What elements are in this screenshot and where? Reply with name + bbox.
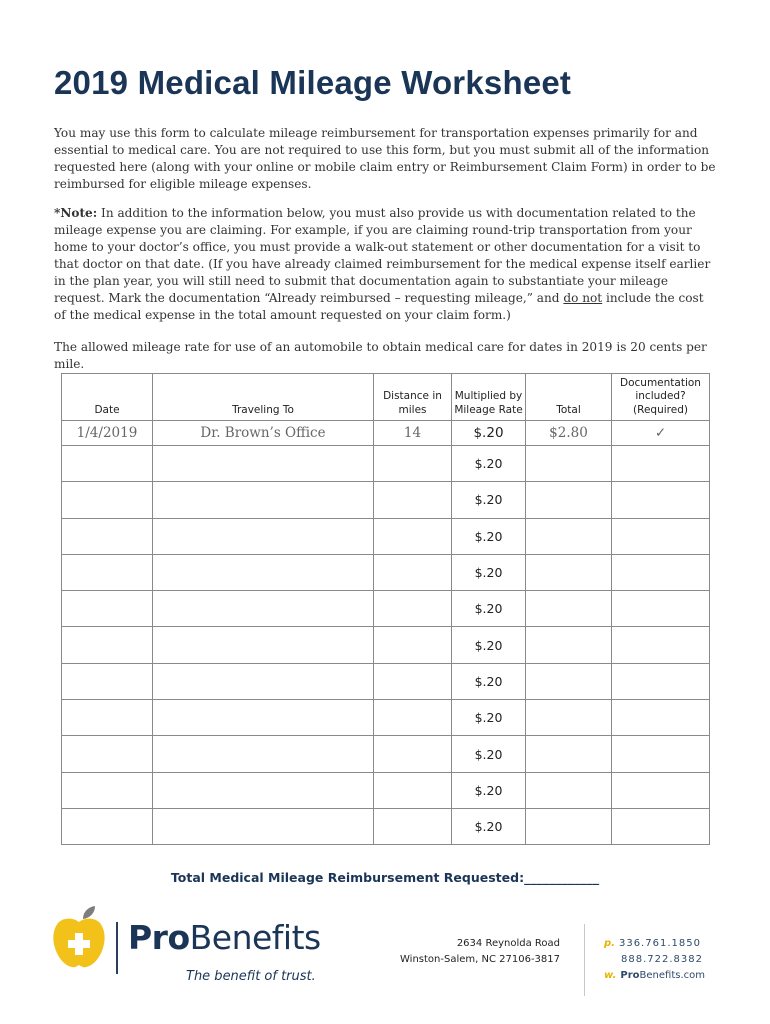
traveling-to-cell[interactable] (153, 554, 374, 590)
date-cell[interactable] (62, 663, 153, 699)
header-date: Date (62, 374, 153, 421)
documentation-cell[interactable] (612, 446, 710, 482)
traveling-to-cell[interactable] (153, 591, 374, 627)
date-cell[interactable] (62, 736, 153, 772)
brand-light: Benefits (189, 918, 321, 957)
table-header-row (62, 374, 710, 421)
date-cell[interactable] (62, 591, 153, 627)
distance-cell[interactable] (374, 772, 452, 808)
documentation-cell[interactable] (612, 591, 710, 627)
traveling-to-cell[interactable] (153, 482, 374, 518)
rate-cell[interactable]: $.20 (452, 772, 526, 808)
distance-cell[interactable] (374, 627, 452, 663)
date-cell[interactable] (62, 772, 153, 808)
phone-line-1 (604, 936, 705, 952)
header-documentation: Documentation included? (Required) (612, 374, 710, 421)
documentation-cell[interactable]: ✓ (612, 421, 710, 446)
phone-2: 888.722.8382 (621, 954, 703, 965)
note-paragraph (54, 205, 719, 324)
distance-cell[interactable] (374, 591, 452, 627)
total-cell[interactable] (526, 482, 612, 518)
date-cell[interactable]: 1/4/2019 (62, 421, 153, 446)
documentation-cell[interactable] (612, 518, 710, 554)
date-cell[interactable] (62, 627, 153, 663)
web-rest: Benefits.com (639, 970, 706, 981)
address-line-1: 2634 Reynolda Road (456, 938, 560, 949)
distance-cell[interactable] (374, 700, 452, 736)
web-line (604, 968, 705, 984)
note-text-a: In addition to the information below, you must also provide us with documentation related to the mileage expense you are claiming. For example, if you are claiming round-trip transportation from your home to your doctor’s office, you must provide a walk-out statement or other documentation for a visit to that doctor on that date. (If you have already claimed reimbursement for the medical expense itself earlier in the plan year, you will still need to submit that documentation again to substantiate your mileage request. Mark the documentation “Already reimbursed – requesting mileage,” and (54, 206, 711, 305)
table-row (62, 663, 710, 699)
web-label: w. (604, 970, 617, 981)
apple-plus-icon (52, 906, 106, 974)
traveling-to-cell[interactable] (153, 808, 374, 844)
total-cell[interactable] (526, 772, 612, 808)
distance-cell[interactable] (374, 482, 452, 518)
traveling-to-cell[interactable] (153, 627, 374, 663)
documentation-cell[interactable] (612, 554, 710, 590)
distance-cell[interactable] (374, 808, 452, 844)
table-row (62, 482, 710, 518)
mileage-table (61, 373, 710, 845)
note-text-b: include the cost of the medical expense in the total amount requested on your claim form.) (54, 291, 704, 322)
date-cell[interactable] (62, 482, 153, 518)
traveling-to-cell[interactable] (153, 772, 374, 808)
total-cell[interactable]: $2.80 (526, 421, 612, 446)
brand-logo-text (128, 918, 321, 958)
total-requested: Total Medical Mileage Reimbursement Requested:____________ (170, 870, 600, 885)
traveling-to-cell[interactable] (153, 700, 374, 736)
address-line-2: Winston-Salem, NC 27106-3817 (400, 954, 560, 965)
total-cell[interactable] (526, 736, 612, 772)
page-title: 2019 Medical Mileage Worksheet (54, 64, 572, 101)
traveling-to-cell[interactable] (153, 736, 374, 772)
rate-cell[interactable]: $.20 (452, 554, 526, 590)
traveling-to-cell[interactable]: Dr. Brown’s Office (153, 421, 374, 446)
rate-cell[interactable]: $.20 (452, 627, 526, 663)
table-row (62, 446, 710, 482)
table-body (62, 421, 710, 845)
note-underlined: do not (563, 291, 603, 305)
rate-cell[interactable]: $.20 (452, 700, 526, 736)
rate-cell[interactable]: $.20 (452, 421, 526, 446)
distance-cell[interactable] (374, 446, 452, 482)
rate-cell[interactable]: $.20 (452, 736, 526, 772)
table-row (62, 421, 710, 446)
header-rate: Multiplied by Mileage Rate (452, 374, 526, 421)
total-cell[interactable] (526, 446, 612, 482)
documentation-cell[interactable] (612, 627, 710, 663)
distance-cell[interactable]: 14 (374, 421, 452, 446)
phone-1: 336.761.1850 (618, 938, 701, 949)
traveling-to-cell[interactable] (153, 518, 374, 554)
documentation-cell[interactable] (612, 663, 710, 699)
table-row (62, 554, 710, 590)
date-cell[interactable] (62, 808, 153, 844)
total-cell[interactable] (526, 627, 612, 663)
table-row (62, 591, 710, 627)
rate-cell[interactable]: $.20 (452, 446, 526, 482)
rate-cell[interactable]: $.20 (452, 518, 526, 554)
phone-label: p. (604, 938, 615, 949)
total-cell[interactable] (526, 700, 612, 736)
table-row (62, 700, 710, 736)
distance-cell[interactable] (374, 663, 452, 699)
logo-divider (116, 922, 118, 974)
date-cell[interactable] (62, 446, 153, 482)
total-cell[interactable] (526, 663, 612, 699)
rate-cell[interactable]: $.20 (452, 808, 526, 844)
distance-cell[interactable] (374, 518, 452, 554)
documentation-cell[interactable] (612, 772, 710, 808)
traveling-to-cell[interactable] (153, 663, 374, 699)
tagline: The benefit of trust. (186, 969, 316, 984)
intro-paragraph: You may use this form to calculate mileage reimbursement for transportation expenses primarily for and essential to medical care. You are not required to use this form, but you must submit all of the information requested here (along with your online or mobile claim entry or Reimbursement Claim Form) in order to be reimbursed for eligible mileage expenses. (54, 126, 716, 191)
rate-cell[interactable]: $.20 (452, 663, 526, 699)
total-cell[interactable] (526, 518, 612, 554)
documentation-cell[interactable] (612, 736, 710, 772)
documentation-cell[interactable] (612, 808, 710, 844)
date-cell[interactable] (62, 554, 153, 590)
date-cell[interactable] (62, 518, 153, 554)
note-label: *Note: (54, 206, 98, 220)
header-traveling-to: Traveling To (153, 374, 374, 421)
distance-cell[interactable] (374, 736, 452, 772)
total-cell[interactable] (526, 591, 612, 627)
web-bold: Pro (620, 970, 640, 981)
contact-divider (584, 924, 585, 996)
table-row (62, 736, 710, 772)
contact-block (604, 936, 705, 984)
total-cell[interactable] (526, 554, 612, 590)
header-total: Total (526, 374, 612, 421)
table-row (62, 808, 710, 844)
phone-line-2 (604, 952, 705, 968)
rate-paragraph: The allowed mileage rate for use of an automobile to obtain medical care for dates in 2019 is 20 cents per mile. (54, 340, 707, 371)
traveling-to-cell[interactable] (153, 446, 374, 482)
documentation-cell[interactable] (612, 482, 710, 518)
table-row (62, 772, 710, 808)
rate-cell[interactable]: $.20 (452, 591, 526, 627)
date-cell[interactable] (62, 700, 153, 736)
address-block (400, 936, 560, 968)
header-distance: Distance in miles (374, 374, 452, 421)
table-row (62, 518, 710, 554)
table-row (62, 627, 710, 663)
total-cell[interactable] (526, 808, 612, 844)
documentation-cell[interactable] (612, 700, 710, 736)
distance-cell[interactable] (374, 554, 452, 590)
rate-cell[interactable]: $.20 (452, 482, 526, 518)
brand-bold: Pro (128, 918, 190, 957)
